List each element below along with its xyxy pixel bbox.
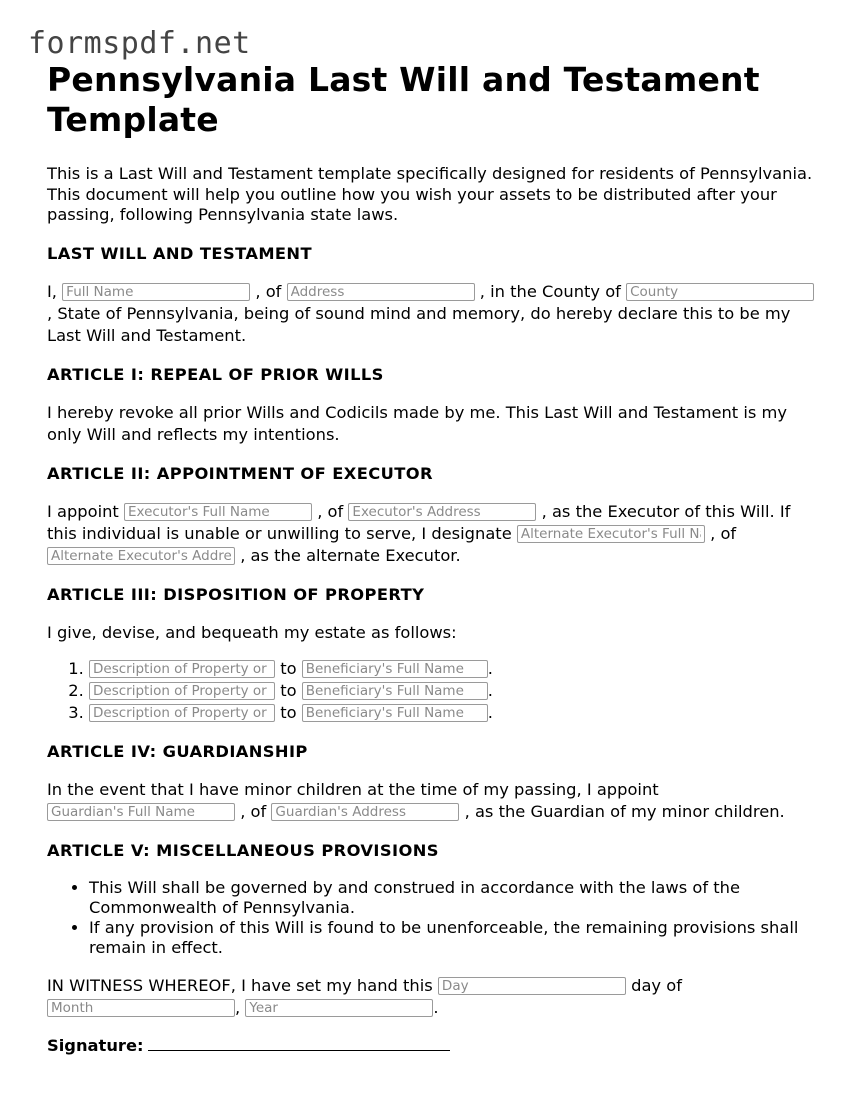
watermark: formspdf.net — [28, 26, 251, 61]
property-list — [47, 658, 817, 724]
day-input[interactable] — [438, 977, 626, 995]
year-input[interactable] — [245, 999, 433, 1017]
county-input[interactable] — [626, 283, 814, 301]
intro-paragraph: This is a Last Will and Testament template specifically designed for residents of Pennsylvania. This document will help you outline how you wish your assets to be distributed after your passing, following Pennsylvania state laws. — [47, 164, 813, 224]
heading-article-2: ARTICLE II: APPOINTMENT OF EXECUTOR — [47, 463, 433, 483]
property-description-input[interactable] — [89, 660, 275, 678]
period-text: . — [433, 997, 439, 1017]
full-name-input[interactable] — [62, 283, 250, 301]
period-text: . — [487, 702, 493, 722]
heading-article-1: ARTICLE I: REPEAL OF PRIOR WILLS — [47, 364, 384, 384]
signature-field[interactable] — [148, 1036, 450, 1051]
list-item — [89, 680, 817, 702]
list-item — [89, 658, 817, 680]
to-text: to — [280, 658, 297, 678]
guardian-address-input[interactable] — [271, 803, 459, 821]
to-text: to — [280, 680, 297, 700]
article-2-paragraph — [47, 501, 817, 567]
article-2-text: , of — [710, 523, 737, 543]
list-item — [89, 702, 817, 724]
witness-text: IN WITNESS WHEREOF, I have set my hand this — [47, 975, 433, 995]
declaration-text: I, — [47, 281, 57, 301]
article-4-paragraph — [47, 779, 817, 823]
page-title: Pennsylvania Last Will and Testament Template — [47, 60, 760, 139]
witness-text: day of — [631, 975, 682, 995]
heading-article-5: ARTICLE V: MISCELLANEOUS PROVISIONS — [47, 840, 439, 860]
beneficiary-name-input[interactable] — [302, 660, 488, 678]
declaration-text: , in the County of — [479, 281, 621, 301]
guardian-name-input[interactable] — [47, 803, 235, 821]
month-input[interactable] — [47, 999, 235, 1017]
period-text: . — [487, 658, 493, 678]
article-1-text: I hereby revoke all prior Wills and Codicils made by me. This Last Will and Testament is my only Will and reflects my intentions. — [47, 402, 788, 444]
list-item: • This Will shall be governed by and construed in accordance with the laws of the Commonwealth of Pennsylvania. — [89, 878, 817, 918]
alternate-executor-name-input[interactable] — [517, 525, 705, 543]
provisions-list — [47, 878, 817, 958]
heading-article-3: ARTICLE III: DISPOSITION OF PROPERTY — [47, 584, 425, 604]
article-2-text: I appoint — [47, 501, 119, 521]
property-description-input[interactable] — [89, 704, 275, 722]
alternate-executor-address-input[interactable] — [47, 547, 235, 565]
declaration-text: , State of Pennsylvania, being of sound mind and memory, do hereby declare this to be my Last Will and Testament. — [47, 303, 791, 345]
article-2-text: , as the alternate Executor. — [240, 545, 461, 565]
comma-text: , — [235, 997, 241, 1017]
article-4-text: In the event that I have minor children at the time of my passing, I appoint — [47, 779, 659, 799]
document-body — [47, 60, 817, 1056]
article-4-text: , as the Guardian of my minor children. — [464, 801, 785, 821]
period-text: . — [487, 680, 493, 700]
article-2-text: , of — [317, 501, 344, 521]
address-input[interactable] — [287, 283, 475, 301]
beneficiary-name-input[interactable] — [302, 682, 488, 700]
list-item: • If any provision of this Will is found to be unenforceable, the remaining provisions shall remain in effect. — [89, 918, 817, 958]
signature-line — [47, 1036, 817, 1057]
heading-last-will: LAST WILL AND TESTAMENT — [47, 243, 312, 263]
beneficiary-name-input[interactable] — [302, 704, 488, 722]
article-3-text: I give, devise, and bequeath my estate as follows: — [47, 622, 457, 642]
article-4-text: , of — [240, 801, 267, 821]
heading-article-4: ARTICLE IV: GUARDIANSHIP — [47, 741, 308, 761]
property-description-input[interactable] — [89, 682, 275, 700]
witness-paragraph — [47, 975, 817, 1019]
declaration-paragraph — [47, 281, 817, 347]
declaration-text: , of — [255, 281, 282, 301]
signature-label: Signature: — [47, 1035, 144, 1055]
executor-address-input[interactable] — [348, 503, 536, 521]
executor-name-input[interactable] — [124, 503, 312, 521]
article-2-text: , as the Executor of this Will. If this individual is unable or unwilling to serve, I designate — [47, 501, 791, 543]
to-text: to — [280, 702, 297, 722]
